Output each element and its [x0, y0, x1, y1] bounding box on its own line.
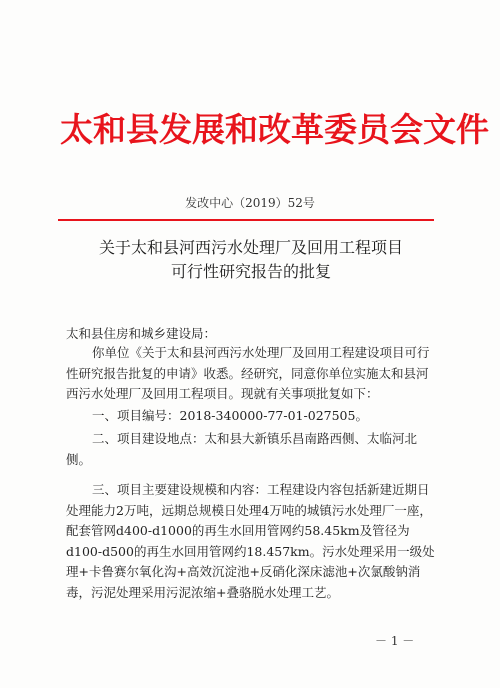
body-paragraph: 三、项目主要建设规模和内容：工程建设内容包括新建近期日处理能力2万吨，远期总规模日处理4万吨的城镇污水处理厂一座，配套管网d400-d1000的再生水回用管网约58.45km及管径为d100-d500的再生水回用管网约18.457km。污水处理采用一级处理+卡鲁赛尔氧化沟+高效沉淀池+反硝化深床滤池+次氯酸钠消毒，污泥处理采用污泥浓缩+叠骆脱水处理工艺。 [66, 482, 435, 600]
body-paragraph: 二、项目建设地点：太和县大新镇乐昌南路西侧、太临河北侧。 [66, 431, 418, 467]
body-paragraph: 你单位《关于太和县河西污水处理厂及回用工程建设项目可行性研究报告批复的申请》收悉。经研究，同意你单位实施太和县河西污水处理厂及回用工程项目。现就有关事项批复如下： [66, 345, 430, 401]
red-divider-line [58, 219, 434, 221]
page-number: － 1 － [375, 634, 415, 648]
subject-line-1: 关于太和县河西污水处理厂及回用工程项目 [98, 238, 403, 257]
document-number: 发改中心（2019）52号 [185, 196, 315, 210]
agency-header-title: 太和县发展和改革委员会文件 [60, 110, 489, 149]
addressee: 太和县住房和城乡建设局： [66, 326, 217, 341]
subject-line-2: 可行性研究报告的批复 [170, 262, 331, 281]
body-paragraph: 一、项目编号：2018-340000-77-01-027505。 [92, 408, 368, 423]
document-subject [56, 236, 446, 284]
